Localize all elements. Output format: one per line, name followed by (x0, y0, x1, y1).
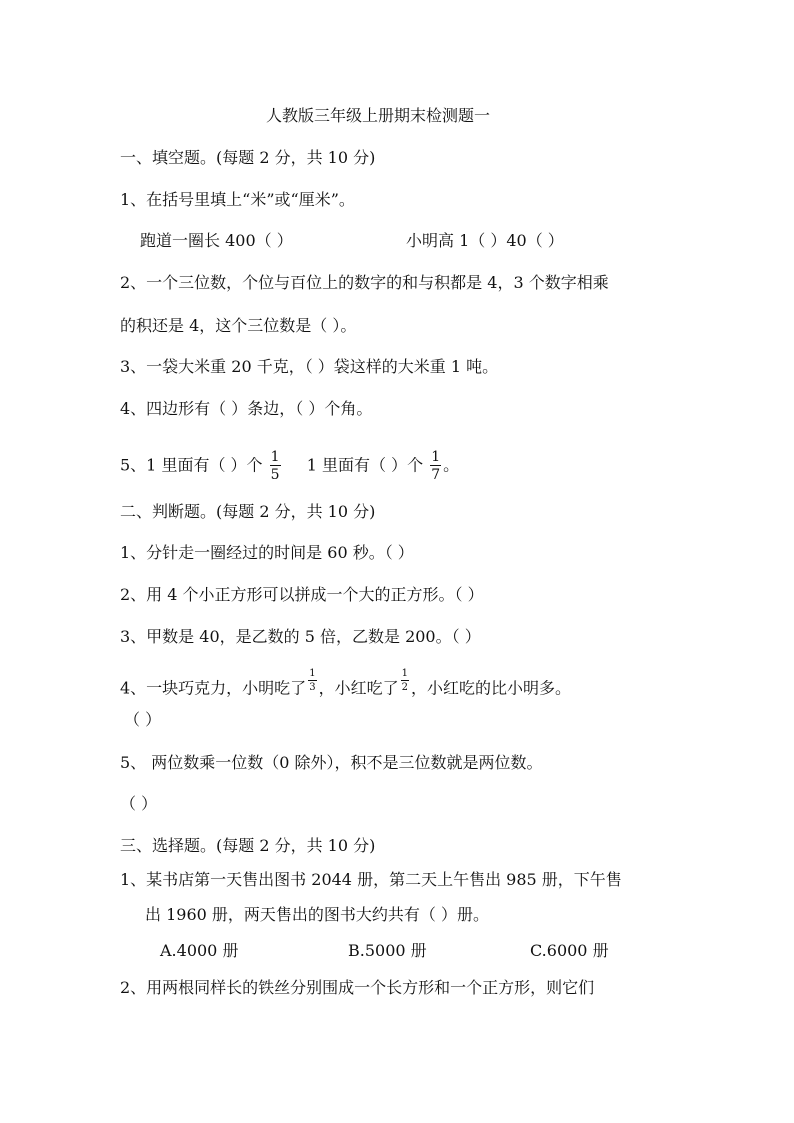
s2-question-5-answer-paren: （ ） (120, 794, 158, 813)
s3-question-2-line-1: 2、用两根同样长的铁丝分别围成一个长方形和一个正方形，则它们 (120, 978, 595, 997)
s1-question-2-line-1: 2、一个三位数，个位与百位上的数字的和与积都是 4，3 个数字相乘 (120, 273, 609, 292)
s3-question-1-line-2: 出 1960 册，两天售出的图书大约共有（ ）册。 (145, 905, 489, 924)
s1-question-3: 3、一袋大米重 20 千克，（ ）袋这样的大米重 1 吨。 (120, 357, 499, 376)
fraction-denominator: 7 (431, 467, 441, 483)
fraction-one-third (308, 669, 316, 693)
s1-question-5 (120, 450, 459, 482)
s2-question-1: 1、分针走一圈经过的时间是 60 秒。（ ） (120, 543, 414, 562)
fraction-numerator: 1 (431, 449, 441, 465)
s3-question-1-line-1: 1、某书店第一天售出图书 2044 册，第二天上午售出 985 册，下午售 (120, 870, 622, 889)
fraction-one-half (401, 669, 409, 693)
s2-question-2: 2、用 4 个小正方形可以拼成一个大的正方形。（ ） (120, 585, 484, 604)
s1-question-1-part-a: 跑道一圈长 400（ ） (140, 231, 293, 250)
page-title: 人教版三年级上册期末检测题一 (266, 106, 491, 125)
fraction-one-fifth (270, 450, 281, 482)
s2-question-4-answer-paren: （ ） (124, 710, 162, 729)
fraction-denominator: 3 (309, 682, 316, 693)
s1-q5-end: 。 (443, 455, 460, 475)
s2-q4-text-a: 4、一块巧克力，小明吃了 (120, 678, 307, 698)
s1-q5-text-a: 5、1 里面有（ ）个 (120, 455, 263, 475)
s2-question-4 (120, 668, 571, 701)
s1-question-2-line-2: 的积还是 4，这个三位数是（ ）。 (120, 316, 357, 335)
fraction-numerator: 1 (270, 449, 280, 465)
s2-question-5: 5、 两位数乘一位数（0 除外），积不是三位数就是两位数。 (120, 753, 543, 772)
s1-q5-text-b: 1 里面有（ ）个 (306, 455, 424, 475)
fraction-numerator: 1 (401, 668, 408, 679)
fraction-numerator: 1 (309, 668, 316, 679)
section-1-heading: 一、填空题。(每题 2 分，共 10 分) (120, 148, 376, 167)
fraction-one-seventh (430, 450, 441, 482)
section-2-heading: 二、判断题。(每题 2 分，共 10 分) (120, 502, 376, 521)
fraction-denominator: 2 (401, 682, 408, 693)
fraction-denominator: 5 (270, 467, 280, 483)
s3-q1-option-a: A.4000 册 (160, 941, 239, 960)
s2-q4-text-c: ，小红吃的比小明多。 (410, 678, 571, 698)
s1-question-1: 1、在括号里填上“米”或“厘米”。 (120, 190, 355, 209)
s3-q1-option-c: C.6000 册 (530, 941, 609, 960)
s1-question-4: 4、四边形有（ ）条边，（ ）个角。 (120, 399, 373, 418)
s2-q4-text-b: ，小红吃了 (318, 678, 399, 698)
s3-q1-option-b: B.5000 册 (348, 941, 427, 960)
section-3-heading: 三、选择题。(每题 2 分，共 10 分) (120, 836, 376, 855)
s1-question-1-part-b: 小明高 1（ ）40（ ） (406, 231, 564, 250)
s2-question-3: 3、甲数是 40，是乙数的 5 倍，乙数是 200。（ ） (120, 627, 481, 646)
